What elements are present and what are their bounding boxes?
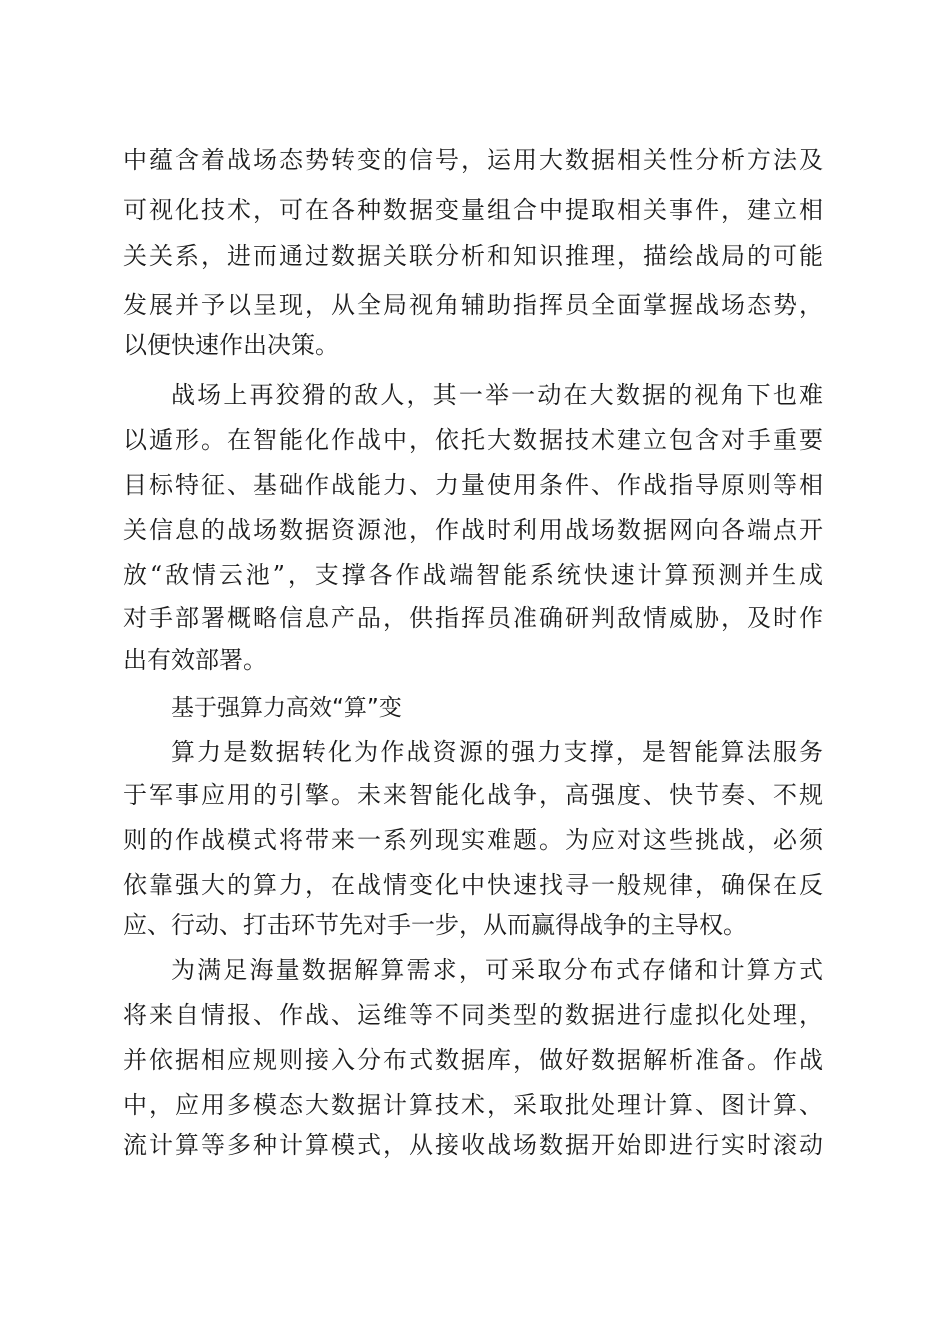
paragraph-line: 对手部署概略信息产品，供指挥员准确研判敌情威胁，及时作 — [123, 604, 823, 632]
paragraph-line: 则的作战模式将带来一系列现实难题。为应对这些挑战，必须 — [123, 826, 823, 854]
paragraph-line: 以便快速作出决策。 — [123, 331, 339, 359]
paragraph-line: 为满足海量数据解算需求，可采取分布式存储和计算方式 — [171, 956, 823, 984]
paragraph-line: 依靠强大的算力，在战情变化中快速找寻一般规律，确保在反 — [123, 871, 823, 899]
paragraph-line: 发展并予以呈现，从全局视角辅助指挥员全面掌握战场态势， — [123, 291, 823, 319]
paragraph-line: 中，应用多模态大数据计算技术，采取批处理计算、图计算、 — [123, 1091, 823, 1119]
paragraph-line: 于军事应用的引擎。未来智能化战争，高强度、快节奏、不规 — [123, 781, 823, 809]
paragraph-line: 出有效部署。 — [123, 646, 267, 674]
paragraph-line: 并依据相应规则接入分布式数据库，做好数据解析准备。作战 — [123, 1046, 823, 1074]
paragraph-line: 中蕴含着战场态势转变的信号，运用大数据相关性分析方法及 — [123, 146, 823, 174]
section-heading: 基于强算力高效“算”变 — [171, 695, 402, 721]
paragraph-line: 以遁形。在智能化作战中，依托大数据技术建立包含对手重要 — [123, 426, 823, 454]
paragraph-line: 流计算等多种计算模式，从接收战场数据开始即进行实时滚动 — [123, 1131, 823, 1159]
paragraph-line: 关关系，进而通过数据关联分析和知识推理，描绘战局的可能 — [123, 242, 823, 270]
paragraph-line: 战场上再狡猾的敌人，其一举一动在大数据的视角下也难 — [171, 381, 823, 409]
paragraph-line: 关信息的战场数据资源池，作战时利用战场数据网向各端点开 — [123, 516, 823, 544]
paragraph-line: 将来自情报、作战、运维等不同类型的数据进行虚拟化处理， — [123, 1001, 823, 1029]
paragraph-line: 可视化技术，可在各种数据变量组合中提取相关事件，建立相 — [123, 196, 823, 224]
paragraph-line: 目标特征、基础作战能力、力量使用条件、作战指导原则等相 — [123, 471, 823, 499]
paragraph-line: 放“敌情云池”，支撑各作战端智能系统快速计算预测并生成 — [123, 561, 823, 589]
paragraph-line: 应、行动、打击环节先对手一步，从而赢得战争的主导权。 — [123, 911, 747, 939]
paragraph-line: 算力是数据转化为作战资源的强力支撑，是智能算法服务 — [171, 738, 823, 766]
